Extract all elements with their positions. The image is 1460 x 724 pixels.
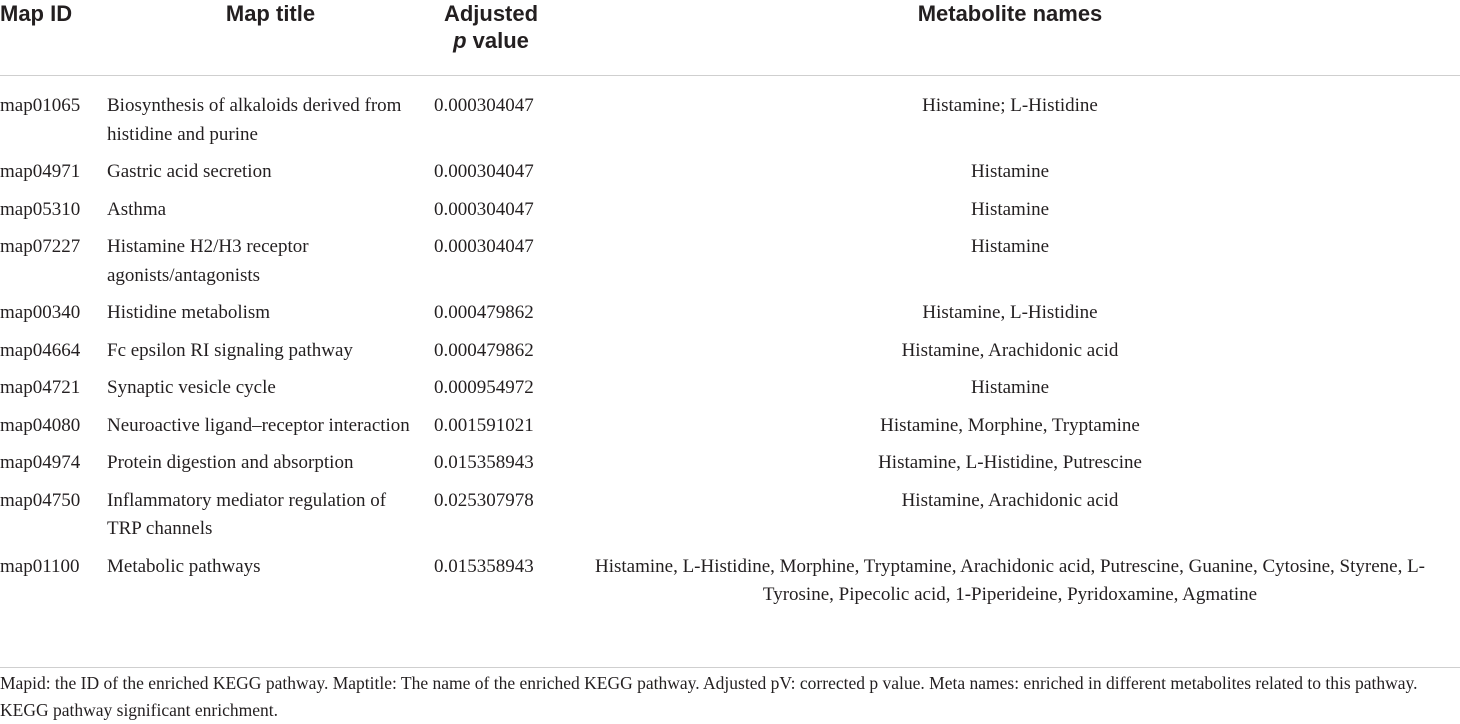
cell-map-title: Histamine H2/H3 receptor agonists/antagonists	[107, 236, 309, 286]
cell-adjusted-p: 0.000954972	[434, 377, 534, 398]
header-map-id: Map ID	[0, 0, 107, 76]
table-body	[0, 76, 1460, 629]
cell-map-title: Protein digestion and absorption	[107, 452, 354, 473]
table-row	[0, 76, 1460, 159]
cell-adjusted-p: 0.000304047	[434, 198, 534, 220]
cell-map-title: Inflammatory mediator regulation of TRP channels	[107, 489, 387, 539]
cell-map-id: map05310	[0, 198, 81, 220]
cell-adjusted-p: 0.001591021	[434, 414, 534, 436]
header-adjusted-p-value	[434, 0, 560, 76]
header-metabolite-names: Metabolite names	[560, 0, 1460, 76]
cell-metabolite-names: Histamine	[970, 377, 1050, 398]
cell-metabolite-names: Histamine; L-Histidine	[922, 95, 1098, 116]
cell-metabolite-names: Histamine, Arachidonic acid	[901, 489, 1119, 511]
cell-adjusted-p: 0.025307978	[434, 489, 534, 511]
cell-adjusted-p: 0.000479862	[434, 339, 534, 361]
cell-map-id: map04664	[0, 339, 81, 361]
cell-metabolite-names: Histamine, L-Histidine, Morphine, Tryptamine, Arachidonic acid, Putrescine, Guanine, Cytosine, Styrene, L-Tyrosine, Pipecolic acid, 1-Piperideine, Pyridoxamine, Agmatine	[594, 555, 1426, 605]
cell-map-id: map04721	[0, 377, 81, 398]
cell-map-title: Synaptic vesicle cycle	[107, 377, 276, 398]
cell-map-id: map04750	[0, 489, 81, 511]
table-row	[0, 337, 1460, 375]
table-row	[0, 299, 1460, 337]
cell-metabolite-names: Histamine	[970, 161, 1050, 182]
cell-metabolite-names: Histamine, L-Histidine	[922, 302, 1098, 323]
cell-map-title: Asthma	[107, 198, 167, 220]
table-row	[0, 233, 1460, 299]
cell-map-id: map04974	[0, 452, 81, 473]
table-footnote: Mapid: the ID of the enriched KEGG pathway. Maptitle: The name of the enriched KEGG pathway. Adjusted pV: corrected p value. Meta names: enriched in different metabolites related to this pathway. KEGG pathway significant enrichment.	[0, 667, 1460, 724]
cell-adjusted-p: 0.000304047	[434, 161, 534, 182]
cell-metabolite-names: Histamine, L-Histidine, Putrescine	[878, 452, 1142, 473]
cell-map-title: Biosynthesis of alkaloids derived from histidine and purine	[107, 95, 402, 145]
cell-adjusted-p: 0.000304047	[434, 236, 534, 257]
cell-map-title: Gastric acid secretion	[107, 161, 272, 182]
table-header	[0, 0, 1460, 76]
table-row	[0, 196, 1460, 234]
cell-map-title: Metabolic pathways	[107, 555, 261, 577]
cell-adjusted-p: 0.000479862	[434, 302, 534, 323]
cell-map-id: map01065	[0, 95, 81, 116]
header-p-symbol: p	[453, 28, 467, 53]
table-row	[0, 158, 1460, 196]
cell-map-id: map04971	[0, 161, 81, 182]
cell-adjusted-p: 0.015358943	[434, 555, 534, 577]
cell-metabolite-names: Histamine	[970, 236, 1050, 257]
cell-map-id: map07227	[0, 236, 81, 257]
cell-map-title: Histidine metabolism	[107, 302, 271, 323]
cell-metabolite-names: Histamine, Morphine, Tryptamine	[880, 414, 1140, 436]
cell-map-id: map01100	[0, 555, 80, 577]
table-row	[0, 449, 1460, 487]
table-row	[0, 487, 1460, 553]
header-map-title: Map title	[107, 0, 434, 76]
cell-adjusted-p: 0.015358943	[434, 452, 534, 473]
header-adjusted-label: Adjusted	[443, 1, 539, 26]
header-value-label: value	[466, 28, 529, 53]
table-row	[0, 374, 1460, 412]
table-row	[0, 553, 1460, 629]
cell-adjusted-p: 0.000304047	[434, 95, 534, 116]
table-row	[0, 412, 1460, 450]
header-row	[0, 0, 1460, 76]
cell-metabolite-names: Histamine	[970, 198, 1050, 220]
cell-metabolite-names: Histamine, Arachidonic acid	[901, 339, 1119, 361]
cell-map-title: Fc epsilon RI signaling pathway	[107, 339, 353, 361]
cell-map-id: map04080	[0, 414, 81, 436]
cell-map-id: map00340	[0, 302, 81, 323]
cell-map-title: Neuroactive ligand–receptor interaction	[107, 414, 410, 436]
